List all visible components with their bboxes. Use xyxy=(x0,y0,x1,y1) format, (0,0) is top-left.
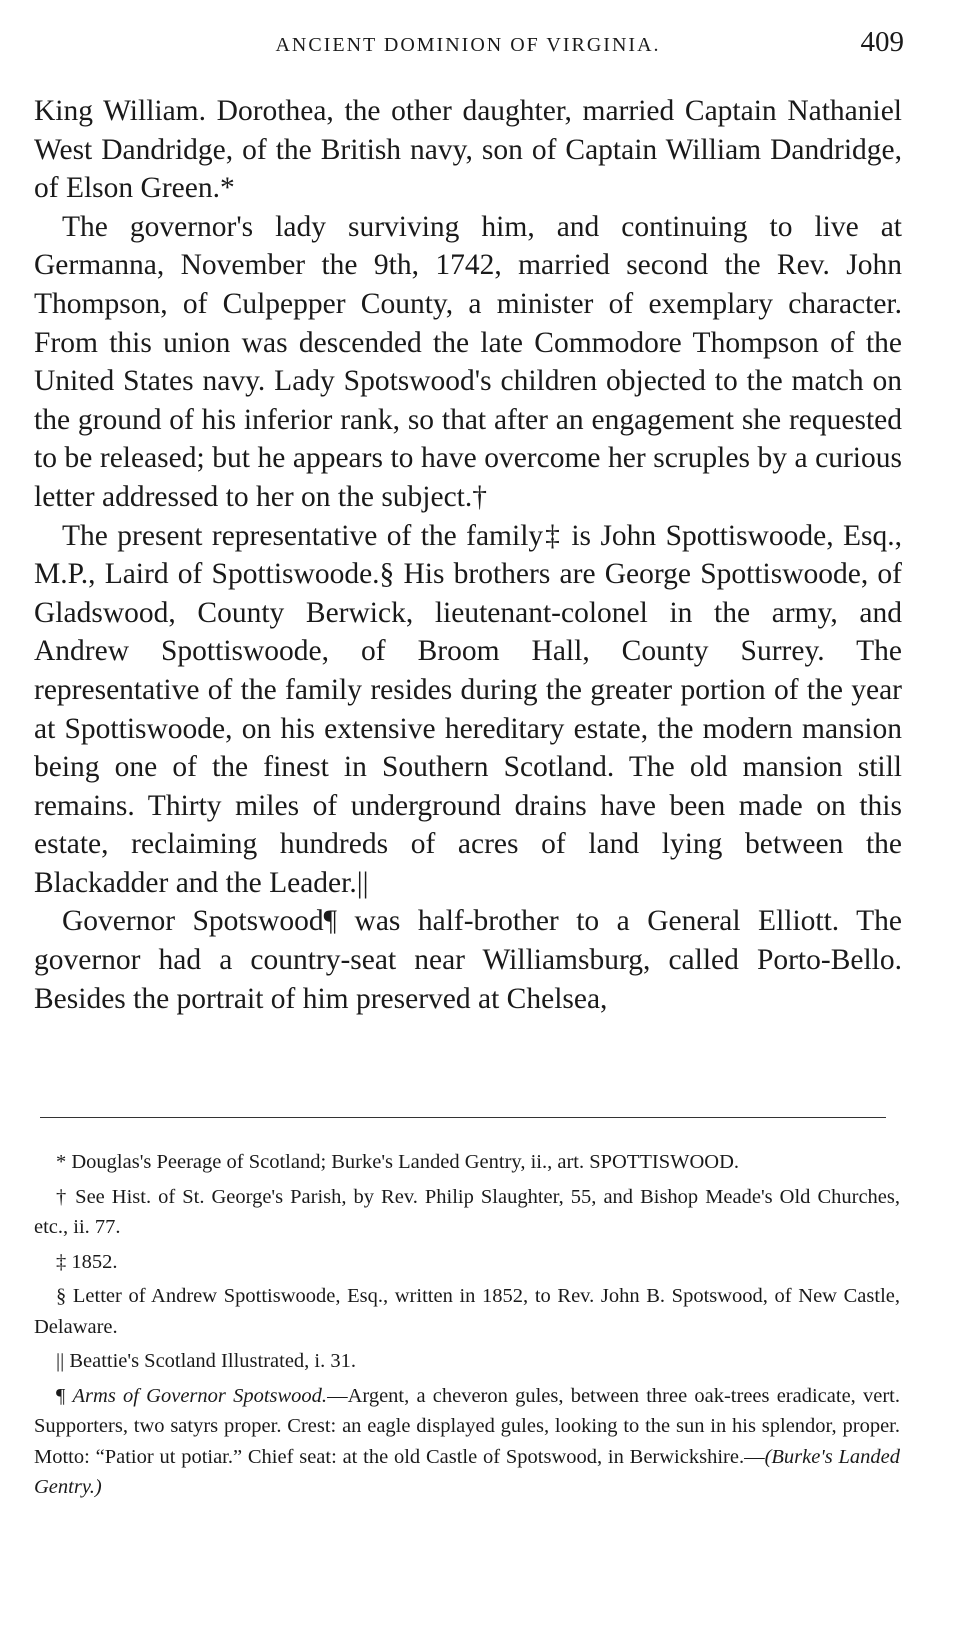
body-text xyxy=(34,92,902,1018)
running-title: ANCIENT DOMINION OF VIRGINIA. xyxy=(275,34,661,56)
footnote-arms-title: Arms of Governor Spotswood. xyxy=(72,1384,328,1407)
paragraph-present-representative: The present representative of the family‡ is John Spottiswoode, Esq., M.P., Laird of Spottiswoode.§ His brothers are George Spottiswoode, of Gladswood, County Berwick, lieutenant-colonel in the army, and Andrew Spottiswoode, of Broom Hall, County Surrey. The representative of the family resides during the greater portion of the year at Spottiswoode, on his extensive hereditary estate, the modern mansion being one of the finest in Southern Scotland. The old mansion still remains. Thirty miles of underground drains have been made on this estate, reclaiming hundreds of acres of land lying between the Blackadder and the Leader.|| xyxy=(34,519,902,899)
footnote-double-dagger: ‡ 1852. xyxy=(56,1250,118,1273)
footnote-divider xyxy=(40,1117,886,1118)
footnote-dagger: † See Hist. of St. George's Parish, by Rev. Philip Slaughter, 55, and Bishop Meade's Old Churches, etc., ii. 77. xyxy=(34,1185,900,1238)
footnote-pilcrow-mark: ¶ xyxy=(56,1384,66,1407)
footnote-asterisk: * Douglas's Peerage of Scotland; Burke's Landed Gentry, ii., art. SPOTTISWOOD. xyxy=(56,1151,739,1173)
footnote-pilcrow xyxy=(34,1381,900,1503)
footnote-arms-text: —Argent, a cheveron gules, between three oak-trees eradicate, vert. Supporters, two satyrs proper. Crest: an eagle displayed gules, looking to the sun in his splendor, proper. Motto: “Patior ut potiar.” Chief seat: at the old Castle of Spotswood, in Berwickshire.— xyxy=(34,1384,901,1468)
paragraph-continued: King William. Dorothea, the other daughter, married Captain Nathaniel West Dandridge, of the British navy, son of Captain William Dandridge, of Elson Green.* xyxy=(34,95,902,205)
page-number: 409 xyxy=(860,26,904,58)
paragraph-governors-lady: The governor's lady surviving him, and continuing to live at Germanna, November the 9th, 1742, married second the Rev. John Thompson, of Culpepper County, a minister of exemplary character. From this union was descended the late Commodore Thompson of the United States navy. Lady Spotswood's children objected to the match on the ground of his inferior rank, so that after an engagement she requested to be released; but he appears to have overcome her scruples by a curious letter addressed to her on the subject.† xyxy=(34,210,902,513)
footnote-section: § Letter of Andrew Spottiswoode, Esq., written in 1852, to Rev. John B. Spotswood, of New Castle, Delaware. xyxy=(34,1285,900,1338)
paragraph-governor-spotswood: Governor Spotswood¶ was half-brother to a General Elliott. The governor had a country-seat near Williamsburg, called Porto-Bello. Besides the portrait of him preserved at Chelsea, xyxy=(34,905,902,1015)
footnote-parallel: || Beattie's Scotland Illustrated, i. 31. xyxy=(56,1350,356,1372)
footnotes xyxy=(34,1147,900,1507)
page-header xyxy=(32,26,904,66)
footnote-arms-source: (Burke's Landed Gentry.) xyxy=(34,1445,900,1498)
